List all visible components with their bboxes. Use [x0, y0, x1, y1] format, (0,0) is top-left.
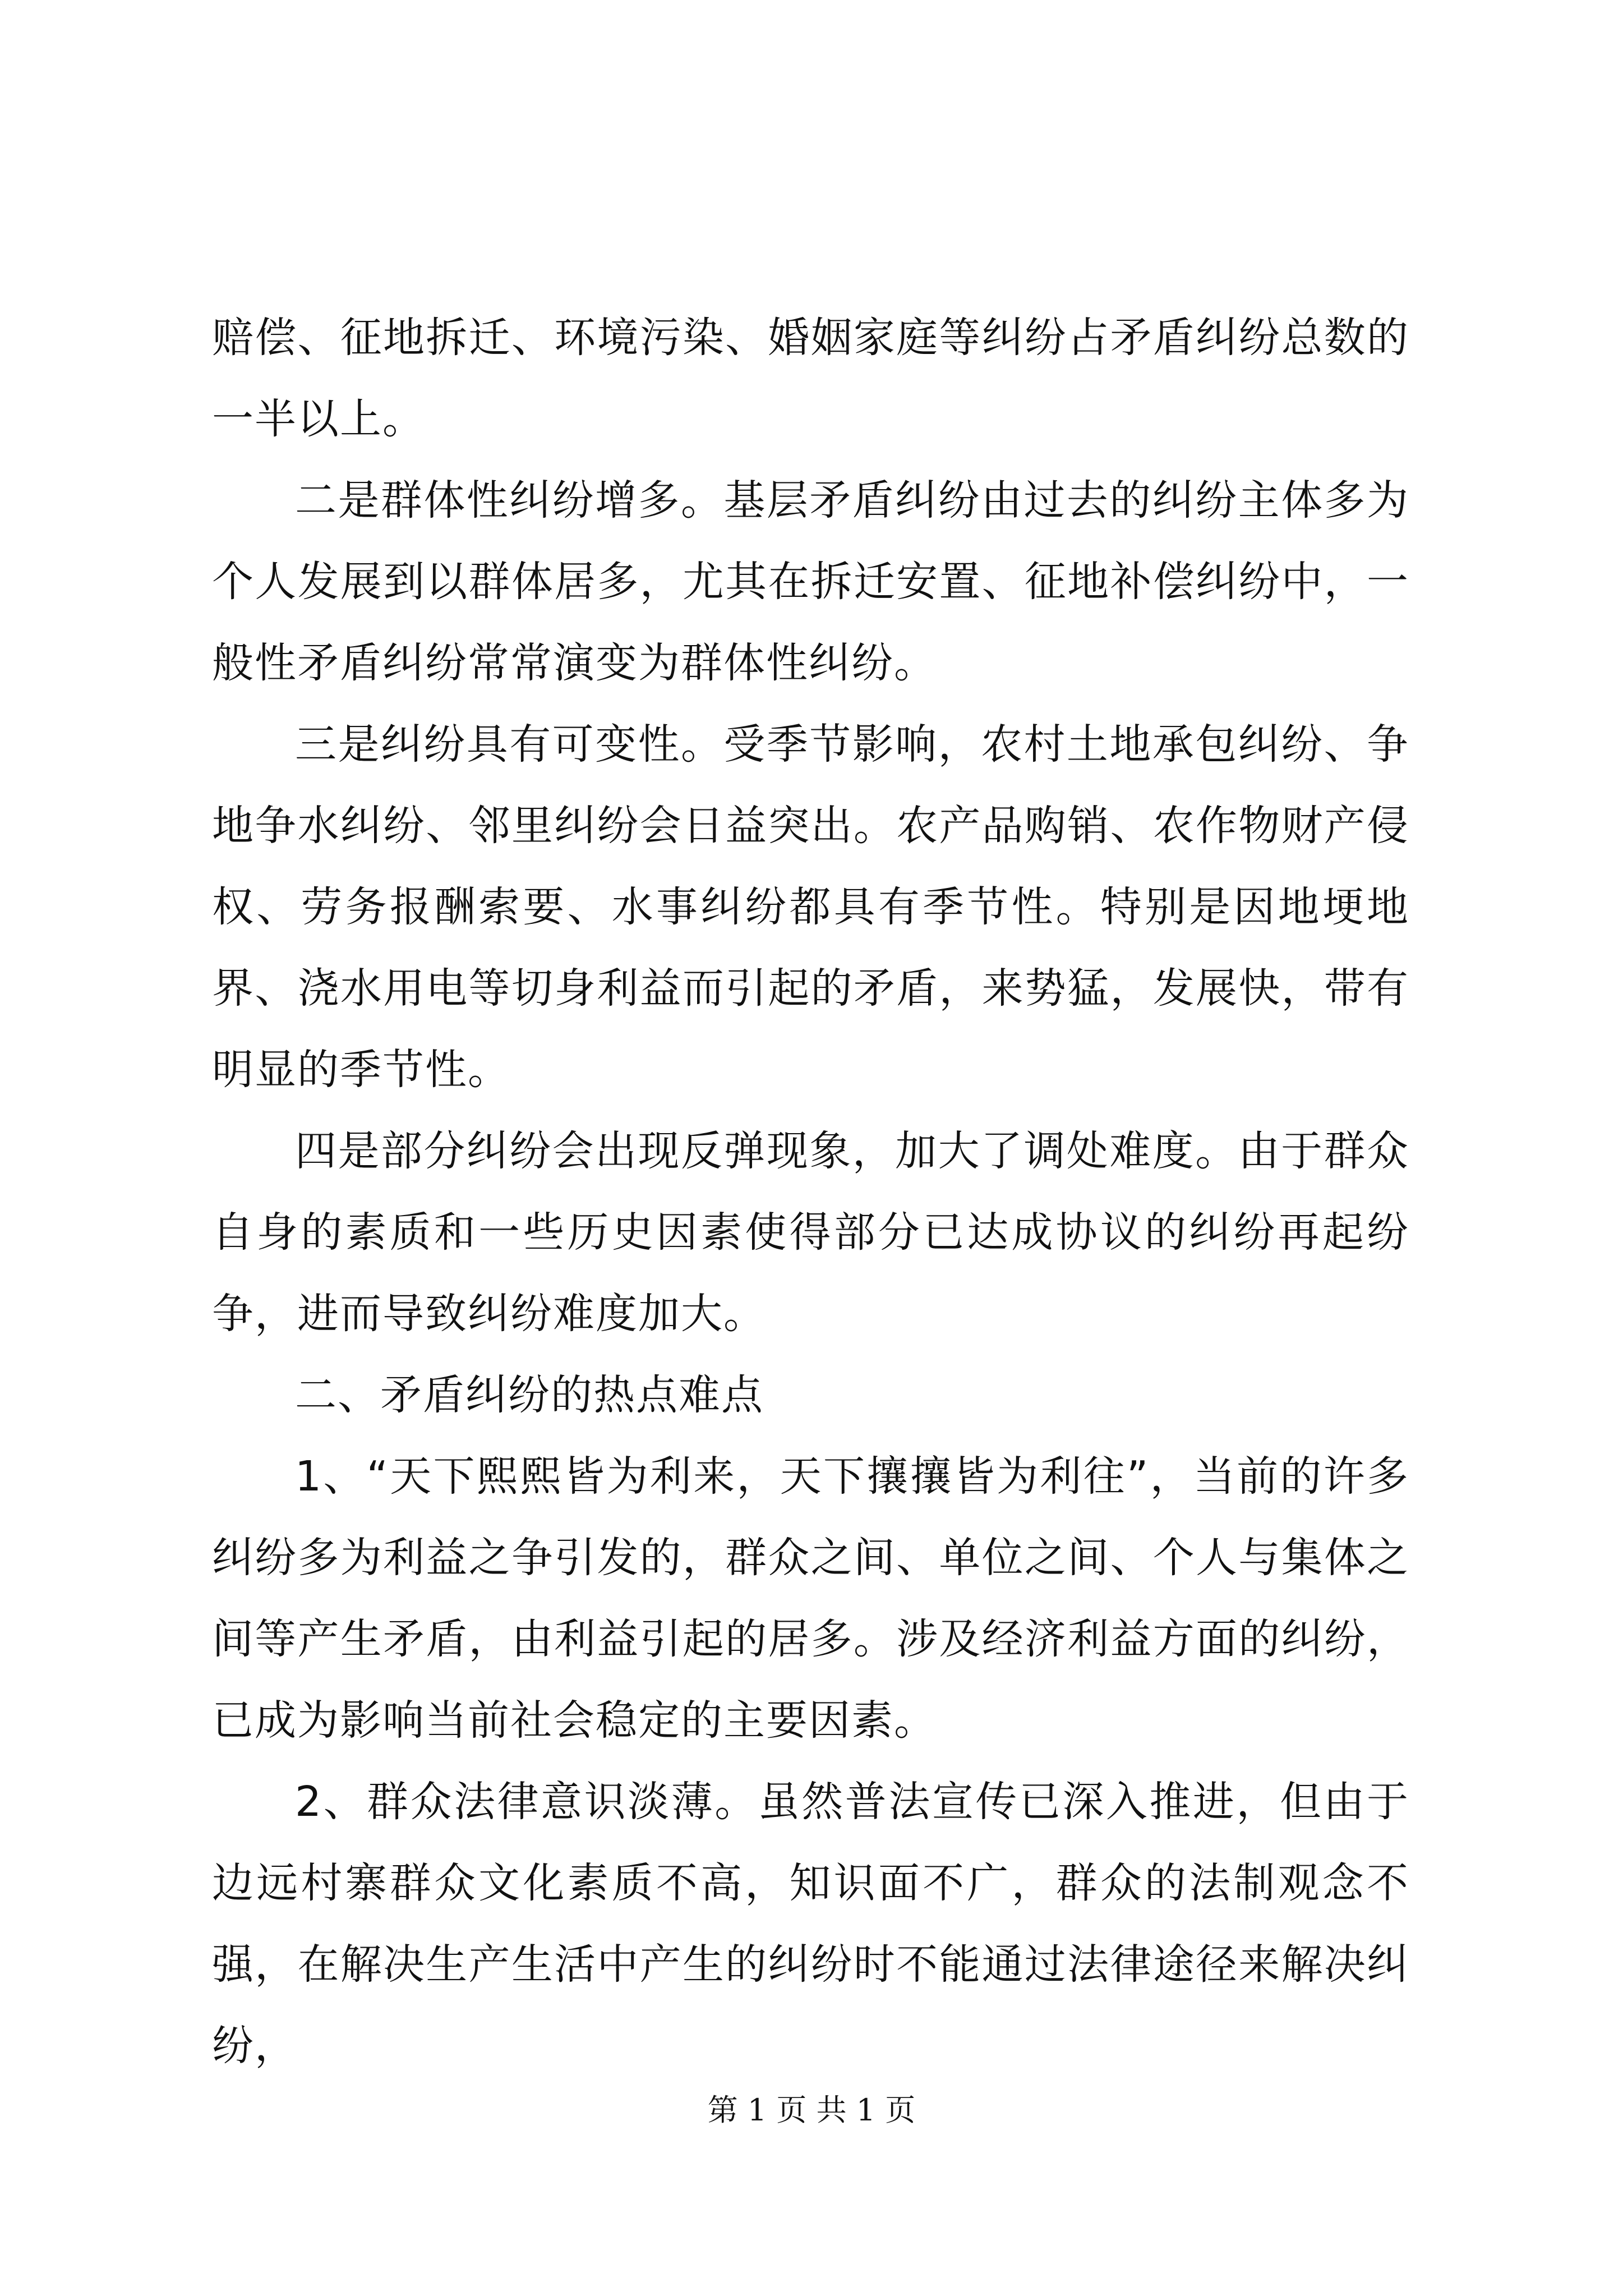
page-footer: 第 1 页 共 1 页 — [707, 2092, 916, 2128]
paragraph-7: 2、群众法律意识淡薄。虽然普法宣传已深入推进，但由于边远村寨群众文化素质不高，知识面不广，群众的法制观念不强，在解决生产生活中产生的纠纷时不能通过法律途径来解决纠纷， — [212, 1778, 1409, 2070]
document-body — [212, 297, 1409, 2087]
paragraph-4: 四是部分纠纷会出现反弹现象，加大了调处难度。由于群众自身的素质和一些历史因素使得部分已达成协议的纠纷再起纷争，进而导致纠纷难度加大。 — [212, 1127, 1409, 1338]
paragraph-6: 1、“天下熙熙皆为利来，天下攘攘皆为利往”，当前的许多纠纷多为利益之争引发的，群众之间、单位之间、个人与集体之间等产生矛盾，由利益引起的居多。涉及经济利益方面的纠纷，已成为影响当前社会稳定的主要因素。 — [212, 1452, 1409, 1745]
paragraph-3: 三是纠纷具有可变性。受季节影响，农村土地承包纠纷、争地争水纠纷、邻里纠纷会日益突出。农产品购销、农作物财产侵权、劳务报酬索要、水事纠纷都具有季节性。特别是因地埂地界、浇水用电等切身利益而引起的矛盾，来势猛，发展快，带有明显的季节性。 — [212, 720, 1409, 1094]
paragraph-1: 赔偿、征地拆迁、环境污染、婚姻家庭等纠纷占矛盾纠纷总数的一半以上。 — [212, 314, 1409, 443]
section-heading: 二、矛盾纠纷的热点难点 — [295, 1371, 764, 1419]
paragraph-2: 二是群体性纠纷增多。基层矛盾纠纷由过去的纠纷主体多为个人发展到以群体居多，尤其在拆迁安置、征地补偿纠纷中，一般性矛盾纠纷常常演变为群体性纠纷。 — [212, 476, 1409, 687]
